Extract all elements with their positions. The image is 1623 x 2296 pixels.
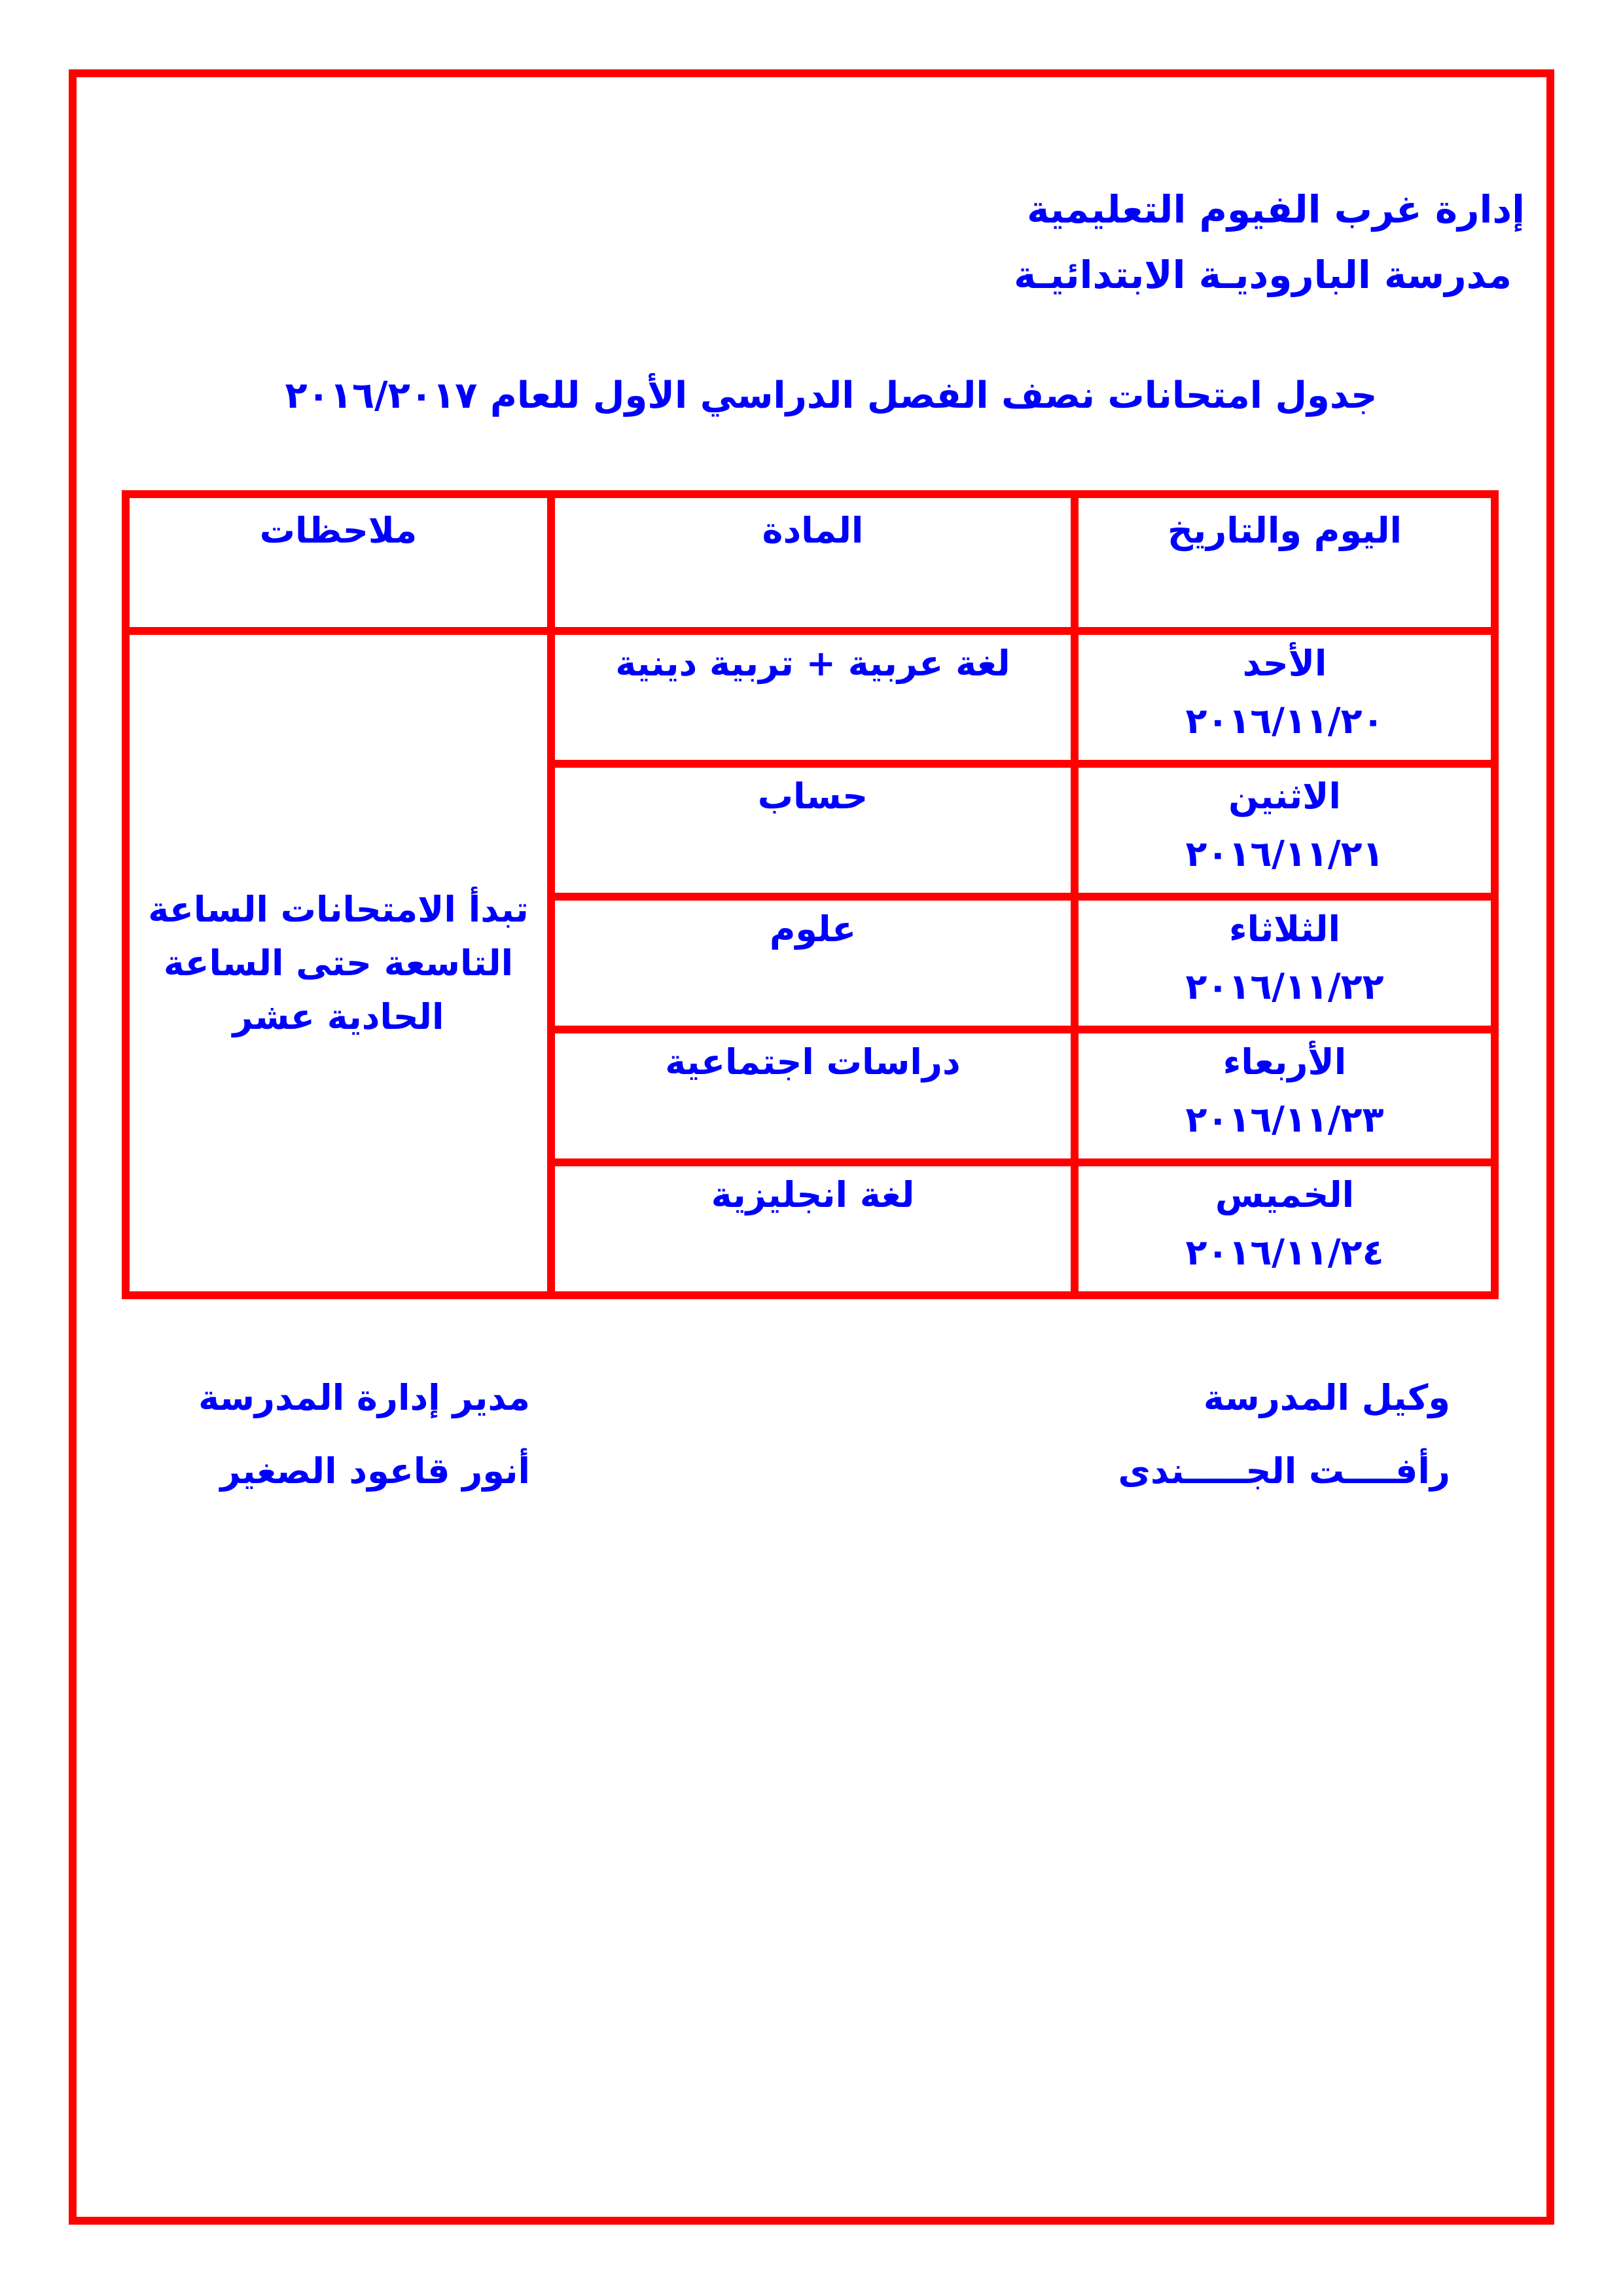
day-date-cell [1075,897,1495,1030]
day-name: الأربعاء [1222,1041,1347,1083]
day-date-cell [1075,631,1495,764]
exam-date: ٢٠١٦/١١/٢١ [1185,833,1384,874]
notes-line: تبدأ الامتحانات الساعة [148,888,529,930]
table-header-row [126,494,1495,631]
day-name: الأحد [1242,643,1327,684]
table-row [126,631,1495,764]
column-header-notes: ملاحظات [126,494,551,631]
day-date-cell [1075,1162,1495,1295]
principal-signature-block [198,1361,530,1508]
subject-cell: لغة انجليزية [551,1162,1075,1295]
school-name: مدرسة الباروديـة الابتدائيـة [1014,253,1512,297]
exam-date: ٢٠١٦/١١/٢٤ [1185,1232,1384,1273]
day-name: الثلاثاء [1229,908,1340,950]
day-date-cell [1075,764,1495,897]
deputy-signature-block [1118,1361,1450,1508]
notes-line: الحادية عشر [232,996,444,1037]
column-header-subject: المادة [551,494,1075,631]
subject-cell: دراسات اجتماعية [551,1030,1075,1162]
directorate-name: إدارة غرب الفيوم التعليمية [1027,187,1525,232]
document-header [1014,177,1525,308]
principal-title: مدير إدارة المدرسة [198,1377,530,1418]
exam-schedule-table [122,490,1499,1299]
exam-date: ٢٠١٦/١١/٢٠ [1185,700,1384,742]
subject-cell: حساب [551,764,1075,897]
day-name: الخميس [1215,1174,1355,1215]
day-date-cell [1075,1030,1495,1162]
exam-date: ٢٠١٦/١١/٢٣ [1185,1099,1384,1140]
notes-cell [126,631,551,1295]
column-header-day-date: اليوم والتاريخ [1075,494,1495,631]
deputy-title: وكيل المدرسة [1203,1377,1450,1418]
page-title: جدول امتحانات نصف الفصل الدراسي الأول للعام ٢٠١٦/٢٠١٧ [285,374,1378,417]
exam-date: ٢٠١٦/١١/٢٢ [1185,966,1384,1007]
principal-name: أنور قاعود الصغير [220,1450,530,1492]
day-name: الاثنين [1228,776,1341,817]
subject-cell: لغة عربية + تربية دينية [551,631,1075,764]
notes-line: التاسعة حتى الساعة [163,942,514,984]
subject-cell: علوم [551,897,1075,1030]
deputy-name: رأفــــت الجـــــندى [1118,1450,1450,1492]
